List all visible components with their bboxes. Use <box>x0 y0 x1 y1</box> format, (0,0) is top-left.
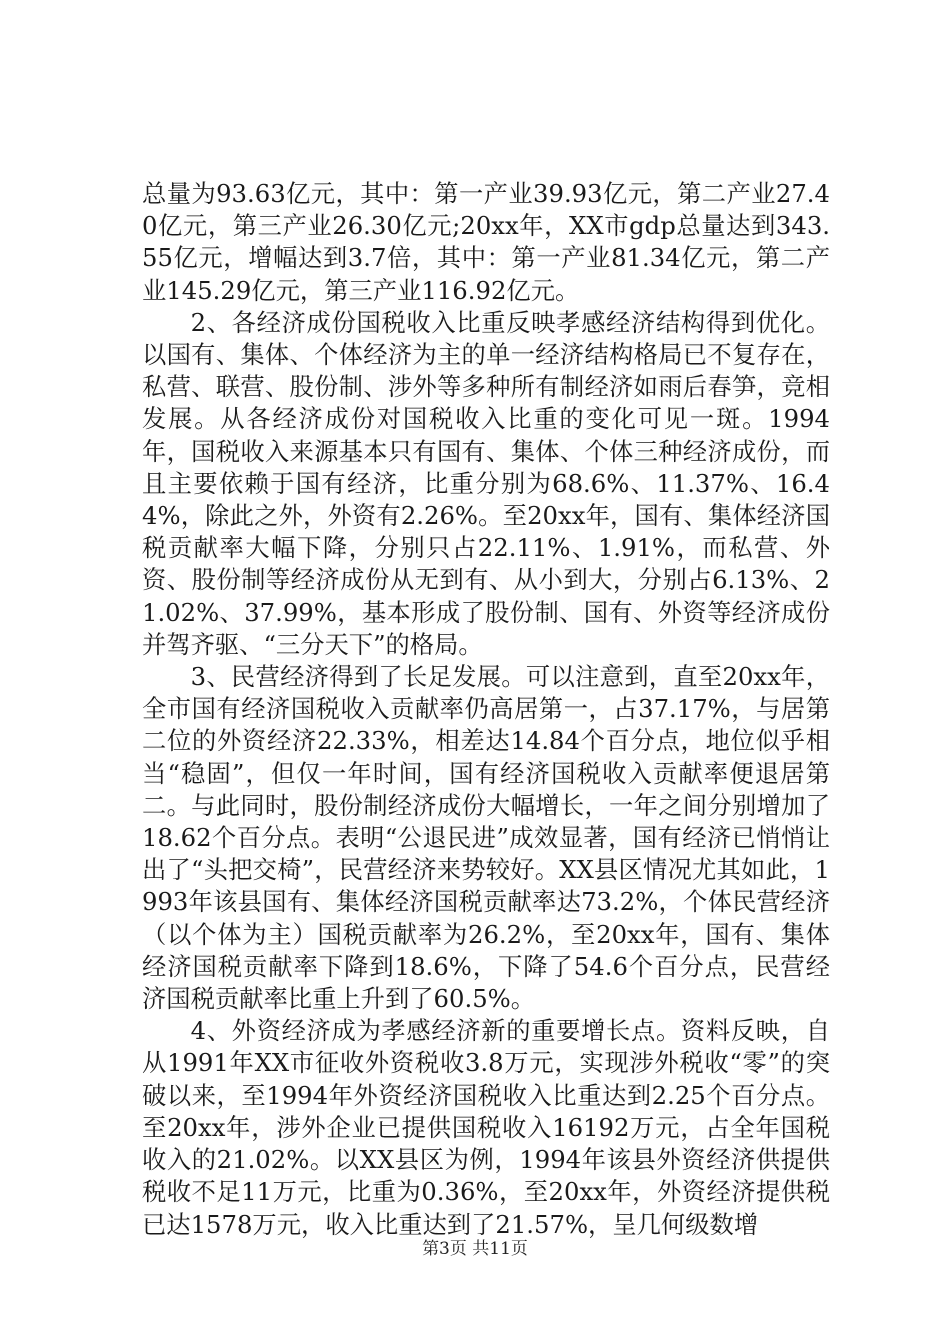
paragraph-private-economy: 3、民营经济得到了长足发展。可以注意到，直至20xx年，全市国有经济国税收入贡献率仍高居第一，占37.17%，与居第二位的外资经济22.33%，相差达14.84个百分点，地位似乎相当“稳固”，但仅一年时间，国有经济国税收入贡献率便退居第二。与此同时，股份制经济成份大幅增长，一年之间分别增加了18.62个百分点。表明“公退民进”成效显著，国有经济已悄悄让出了“头把交椅”，民营经济来势较好。XX县区情况尤其如此，1993年该县国有、集体经济国税贡献率达73.2%，个体民营经济（以个体为主）国税贡献率为26.2%，至20xx年，国有、集体经济国税贡献率下降到18.6%，下降了54.6个百分点，民营经济国税贡献率比重上升到了60.5%。 <box>142 662 830 1014</box>
paragraph-continuation: 总量为93.63亿元，其中：第一产业39.93亿元，第二产业27.40亿元，第三产业26.30亿元;20xx年，XX市gdp总量达到343.55亿元，增幅达到3.7倍，其中：第一产业81.34亿元，第二产业145.29亿元，第三产业116.92亿元。 <box>142 179 830 305</box>
paragraph-economic-structure: 2、各经济成份国税收入比重反映孝感经济结构得到优化。以国有、集体、个体经济为主的单一经济结构格局已不复存在，私营、联营、股份制、涉外等多种所有制经济如雨后春笋，竞相发展。从各经济成份对国税收入比重的变化可见一斑。1994年，国税收入来源基本只有国有、集体、个体三种经济成份，而且主要依赖于国有经济，比重分别为68.6%、11.37%、16.44%，除此之外，外资有2.26%。至20xx年，国有、集体经济国税贡献率大幅下降，分别只占22.11%、1.91%，而私营、外资、股份制等经济成份从无到有、从小到大，分别占6.13%、21.02%、37.99%，基本形成了股份制、国有、外资等经济成份并驾齐驱、“三分天下”的格局。 <box>142 307 830 659</box>
page-footer: 第3页 共11页 <box>422 1239 528 1259</box>
paragraph-foreign-investment: 4、外资经济成为孝感经济新的重要增长点。资料反映，自从1991年XX市征收外资税收3.8万元，实现涉外税收“零”的突破以来，至1994年外资经济国税收入比重达到2.25个百分点。至20xx年，涉外企业已提供国税收入16192万元，占全年国税收入的21.02%。以XX县区为例，1994年该县外资经济供提供税收不足11万元，比重为0.36%，至20xx年，外资经济提供税已达1578万元，收入比重达到了21.57%，呈几何级数增 <box>142 1016 830 1239</box>
document-body <box>142 178 830 1241</box>
